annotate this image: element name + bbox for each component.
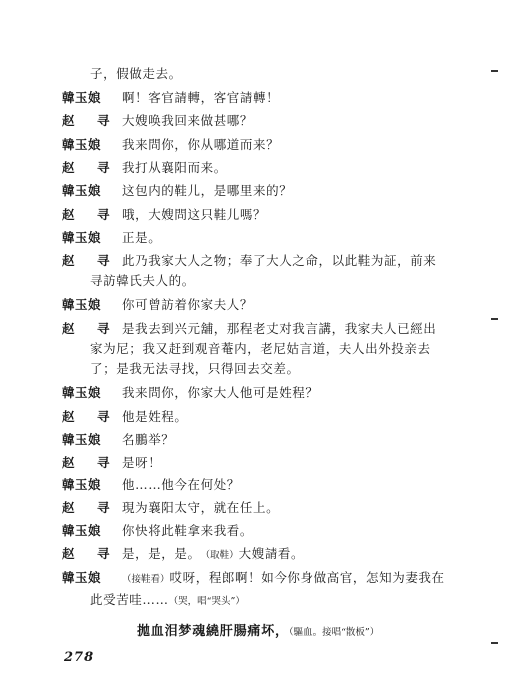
speaker-name: 韓玉娘 bbox=[62, 297, 102, 312]
speaker-name: 赵 寻 bbox=[62, 546, 115, 561]
speaker-name: 赵 寻 bbox=[62, 500, 115, 515]
line-text: 他是姓程。 bbox=[122, 409, 188, 424]
script-line bbox=[62, 90, 279, 106]
line-text: 我来問你，你从哪道而来？ bbox=[122, 137, 280, 152]
stage-direction: （哭，唱“哭头”） bbox=[168, 596, 245, 607]
margin-mark bbox=[491, 70, 498, 72]
line-text: 啊！客官請轉，客官請轉！ bbox=[122, 90, 280, 105]
line-text: 我打从襄阳而来。 bbox=[122, 160, 227, 175]
script-line bbox=[62, 455, 161, 471]
speaker-name: 韓玉娘 bbox=[62, 230, 102, 245]
song-text: 拋血泪梦魂繞肝腸痛坏， bbox=[137, 624, 289, 639]
line-text: 大嫂唤我回来做甚哪？ bbox=[122, 113, 254, 128]
script-line bbox=[62, 137, 279, 153]
page-number: 278 bbox=[64, 650, 95, 665]
script-line bbox=[62, 253, 436, 269]
line-text: 哎呀，程郎啊！如今你身做高官，怎知为妻我在 bbox=[169, 570, 445, 585]
speaker-name: 韓玉娘 bbox=[62, 90, 102, 105]
script-line bbox=[62, 207, 266, 223]
song-lyric-line bbox=[137, 620, 379, 639]
script-line bbox=[62, 230, 161, 246]
line-text: 这包内的鞋儿，是哪里来的？ bbox=[122, 183, 293, 198]
speaker-name: 韓玉娘 bbox=[62, 432, 102, 447]
script-line bbox=[62, 523, 253, 539]
script-line bbox=[62, 500, 279, 516]
script-line bbox=[90, 66, 182, 82]
speaker-name: 赵 寻 bbox=[62, 321, 115, 336]
script-line bbox=[62, 321, 436, 337]
line-text-after: 大嫂請看。 bbox=[238, 546, 305, 561]
script-line bbox=[62, 477, 240, 493]
script-line bbox=[62, 385, 319, 401]
line-text: 名鵬举？ bbox=[122, 432, 175, 447]
line-text: 此受苦哇…… bbox=[90, 592, 169, 607]
speaker-name: 赵 寻 bbox=[62, 409, 115, 424]
line-text: 是呀！ bbox=[122, 455, 162, 470]
line-text: 寻訪韓氏夫人的。 bbox=[90, 273, 195, 288]
line-text: 你可曾訪着你家夫人？ bbox=[122, 297, 254, 312]
line-text: 我来問你，你家大人他可是姓程？ bbox=[122, 385, 319, 400]
speaker-name: 韓玉娘 bbox=[62, 523, 102, 538]
line-text: 哦，大嫂問这只鞋儿嗎？ bbox=[122, 207, 267, 222]
script-line bbox=[90, 273, 195, 289]
line-text: 他……他今在何处？ bbox=[122, 477, 240, 492]
speaker-name: 赵 寻 bbox=[62, 207, 115, 222]
line-text: 是我去到兴元舖，那程老丈对我言講，我家夫人已經出 bbox=[122, 321, 437, 336]
stage-direction: （接鞋看） bbox=[122, 574, 170, 585]
line-text: 正是。 bbox=[122, 230, 162, 245]
speaker-name: 赵 寻 bbox=[62, 113, 115, 128]
speaker-name: 韓玉娘 bbox=[62, 477, 102, 492]
line-text: 子，假做走去。 bbox=[90, 66, 182, 81]
script-line bbox=[62, 113, 253, 129]
stage-direction: （驅血。接唱“散板”） bbox=[288, 627, 380, 638]
script-line bbox=[62, 432, 174, 448]
speaker-name: 韓玉娘 bbox=[62, 570, 102, 585]
speaker-name: 赵 寻 bbox=[62, 253, 115, 268]
script-line bbox=[62, 570, 445, 588]
line-text: 了；是我无法寻找，只得回去交差。 bbox=[90, 361, 300, 376]
speaker-name: 赵 寻 bbox=[62, 455, 115, 470]
script-line bbox=[62, 297, 253, 313]
line-text: 此乃我家大人之物；奉了大人之命，以此鞋为証，前来 bbox=[122, 253, 437, 268]
speaker-name: 赵 寻 bbox=[62, 160, 115, 175]
script-line bbox=[90, 361, 300, 377]
speaker-name: 韓玉娘 bbox=[62, 137, 102, 152]
line-text: 家为尼；我又赶到观音菴内，老尼姑言道，夫人出外投亲去 bbox=[90, 341, 431, 356]
speaker-name: 韓玉娘 bbox=[62, 385, 102, 400]
stage-direction: （取鞋） bbox=[200, 550, 239, 561]
line-text: 你快将此鞋拿来我看。 bbox=[122, 523, 254, 538]
margin-mark bbox=[491, 318, 498, 320]
script-line bbox=[62, 183, 292, 199]
speaker-name: 韓玉娘 bbox=[62, 183, 102, 198]
script-line bbox=[90, 341, 431, 357]
script-line bbox=[62, 160, 227, 176]
line-text: 現为襄阳太守，就在任上。 bbox=[122, 500, 280, 515]
script-line bbox=[62, 546, 304, 564]
margin-mark bbox=[491, 642, 498, 644]
line-text: 是，是，是。 bbox=[122, 546, 201, 561]
script-line bbox=[90, 592, 245, 610]
script-line bbox=[62, 409, 188, 425]
